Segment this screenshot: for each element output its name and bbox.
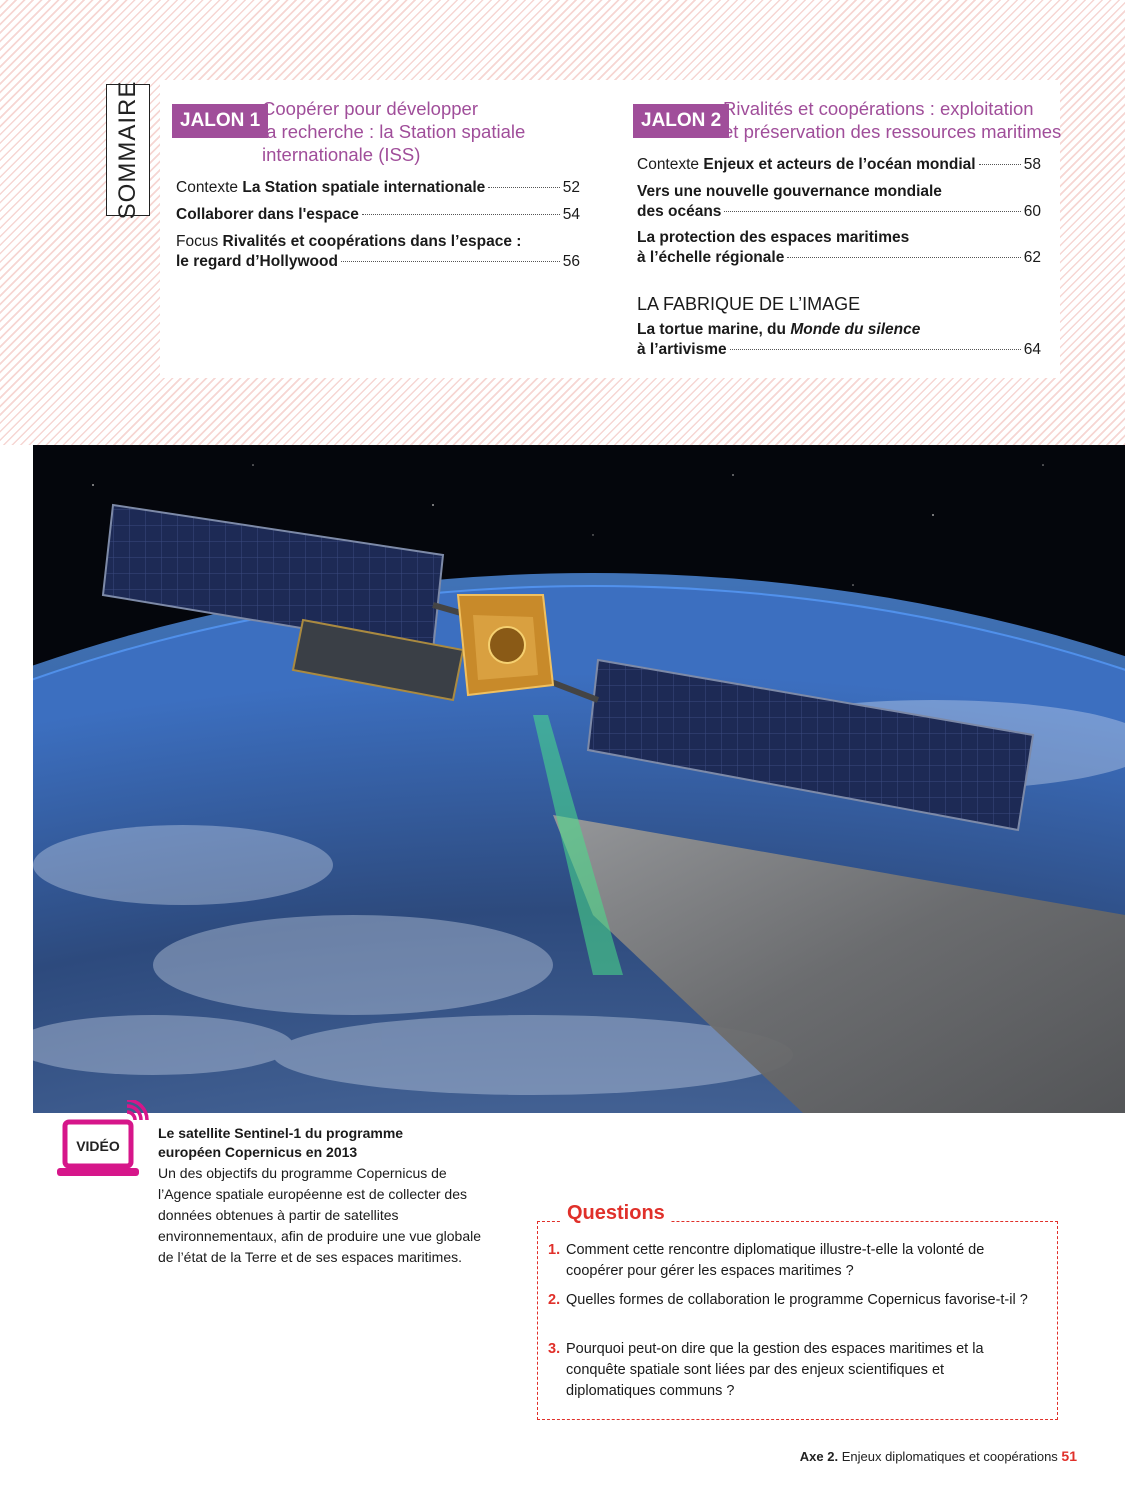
page-number: 51 [1061, 1448, 1077, 1464]
sommaire-label: SOMMAIRE [114, 80, 141, 220]
toc-entry-jalon1-2[interactable]: Collaborer dans l'espace 54 [176, 206, 580, 223]
satellite-photo [33, 445, 1125, 1113]
video-label: VIDÉO [76, 1138, 120, 1154]
page-footer: Axe 2. Enjeux diplomatiques et coopérations 51 [799, 1448, 1077, 1464]
jalon2-title: Rivalités et coopérations : exploitation et préservation des ressources maritimes [723, 98, 1062, 142]
toc-entry-jalon1-3[interactable]: Focus Rivalités et coopérations dans l’espace : le regard d’Hollywood 56 [176, 233, 580, 270]
satellite-illustration [33, 445, 1125, 1113]
question-item: 1. Comment cette rencontre diplomatique illustre-t-elle la volonté de coopérer pour gérer les espaces maritimes ? [548, 1242, 985, 1279]
toc-entry-jalon2-1[interactable]: Contexte Enjeux et acteurs de l’océan mondial 58 [637, 156, 1041, 173]
jalon1-badge: JALON 1 [172, 104, 268, 138]
fabrique-heading: LA FABRIQUE DE L’IMAGE [637, 294, 861, 314]
toc-entry-jalon1-1[interactable]: Contexte La Station spatiale internationale 52 [176, 179, 580, 196]
video-icon[interactable] [55, 1100, 155, 1182]
toc-entry-jalon2-2[interactable]: Vers une nouvelle gouvernance mondiale des océans 60 [637, 183, 1041, 220]
questions-heading: Questions [561, 1202, 671, 1225]
jalon2-badge: JALON 2 [633, 104, 729, 138]
sommaire-label-box [106, 80, 150, 220]
jalon1-title: Coopérer pour développer la recherche : la Station spatiale internationale (ISS) [262, 98, 526, 165]
toc-entry-fabrique[interactable]: La tortue marine, du Monde du silence à l’artivisme 64 [637, 321, 1041, 358]
caption-text: Un des objectifs du programme Copernicus de l’Agence spatiale européenne est de collecter des données obtenues à partir de satellites environnementaux, afin de produire une vue globale de l’état de la Terre et de ses espaces maritimes. [158, 1165, 482, 1265]
toc-entry-jalon2-3[interactable]: La protection des espaces maritimes à l’échelle régionale 62 [637, 229, 1041, 266]
caption-title: Le satellite Sentinel-1 du programme européen Copernicus en 2013 [158, 1125, 404, 1160]
question-item: 3. Pourquoi peut-on dire que la gestion des espaces maritimes et la conquête spatiale sont liées par des enjeux scientifiques et diplomatiques communs ? [548, 1341, 984, 1399]
question-item: 2. Quelles formes de collaboration le programme Copernicus favorise-t-il ? [548, 1292, 1028, 1308]
